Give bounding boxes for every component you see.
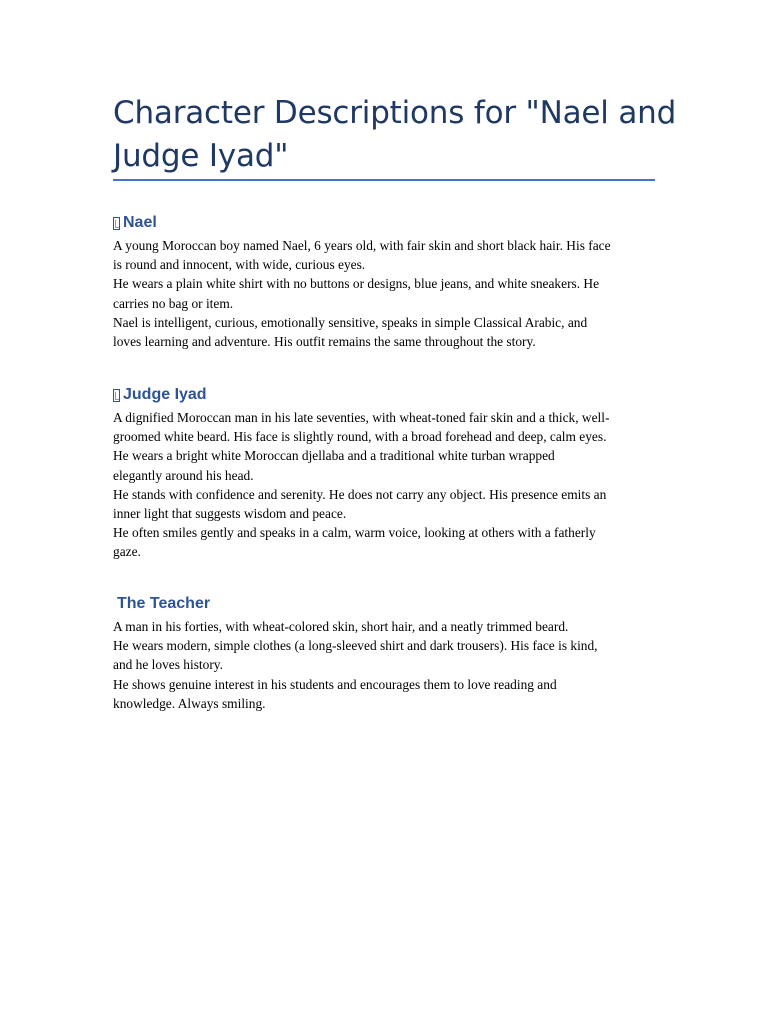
paragraph-line: groomed white beard. His face is slightly round, with a broad forehead and deep, calm eyes.: [113, 429, 607, 445]
section-heading-judge-iyad: [113, 384, 655, 406]
title-underline-rule: [113, 179, 655, 181]
section-heading-the-teacher: [113, 593, 655, 615]
paragraph-line: carries no bag or item.: [113, 295, 234, 311]
paragraph-line: and he loves history.: [113, 657, 223, 673]
paragraph-line: He wears a plain white shirt with no buttons or designs, blue jeans, and white sneakers. He: [113, 276, 600, 292]
section-heading-text: Nael: [123, 214, 157, 231]
section-judge-iyad: [113, 384, 655, 562]
paragraph-line: is round and innocent, with wide, curious eyes.: [113, 257, 366, 273]
paragraph-line: gaze.: [113, 544, 141, 560]
section-heading-nael: [113, 212, 655, 234]
section-heading-text: The Teacher: [117, 595, 211, 612]
document-title-line-2: Judge Iyad": [113, 138, 289, 174]
paragraph-line: A dignified Moroccan man in his late seventies, with wheat-toned fair skin and a thick, well-: [113, 410, 610, 425]
section-body-nael: [113, 236, 655, 351]
paragraph-line: He shows genuine interest in his students and encourages them to love reading and: [113, 676, 557, 692]
section-heading-text: Judge Iyad: [123, 386, 207, 403]
paragraph-line: knowledge. Always smiling.: [113, 695, 266, 711]
paragraph-line: He wears a bright white Moroccan djellaba and a traditional white turban wrapped: [113, 448, 555, 464]
paragraph-line: A young Moroccan boy named Nael, 6 years old, with fair skin and short black hair. His face: [113, 238, 611, 253]
section-the-teacher: [113, 593, 655, 713]
section-body-the-teacher: [113, 617, 655, 713]
paragraph-line: He stands with confidence and serenity. He does not carry any object. His presence emits an: [113, 486, 607, 502]
paragraph-line: elegantly around his head.: [113, 467, 254, 483]
missing-glyph-box-icon: [113, 217, 120, 230]
document-title-line-1: Character Descriptions for "Nael and: [113, 95, 677, 131]
missing-glyph-box-icon: [113, 389, 120, 402]
paragraph-line: He wears modern, simple clothes (a long-sleeved shirt and dark trousers). His face is kind,: [113, 638, 598, 654]
paragraph-line: loves learning and adventure. His outfit remains the same throughout the story.: [113, 334, 536, 350]
section-body-judge-iyad: [113, 408, 655, 562]
document-title: [113, 92, 677, 178]
paragraph-line: inner light that suggests wisdom and peace.: [113, 506, 347, 522]
section-nael: [113, 212, 655, 351]
paragraph-line: He often smiles gently and speaks in a calm, warm voice, looking at others with a fatherly: [113, 525, 596, 541]
paragraph-line: Nael is intelligent, curious, emotionally sensitive, speaks in simple Classical Arabic, and: [113, 314, 588, 330]
paragraph-line: A man in his forties, with wheat-colored skin, short hair, and a neatly trimmed beard.: [113, 619, 569, 634]
